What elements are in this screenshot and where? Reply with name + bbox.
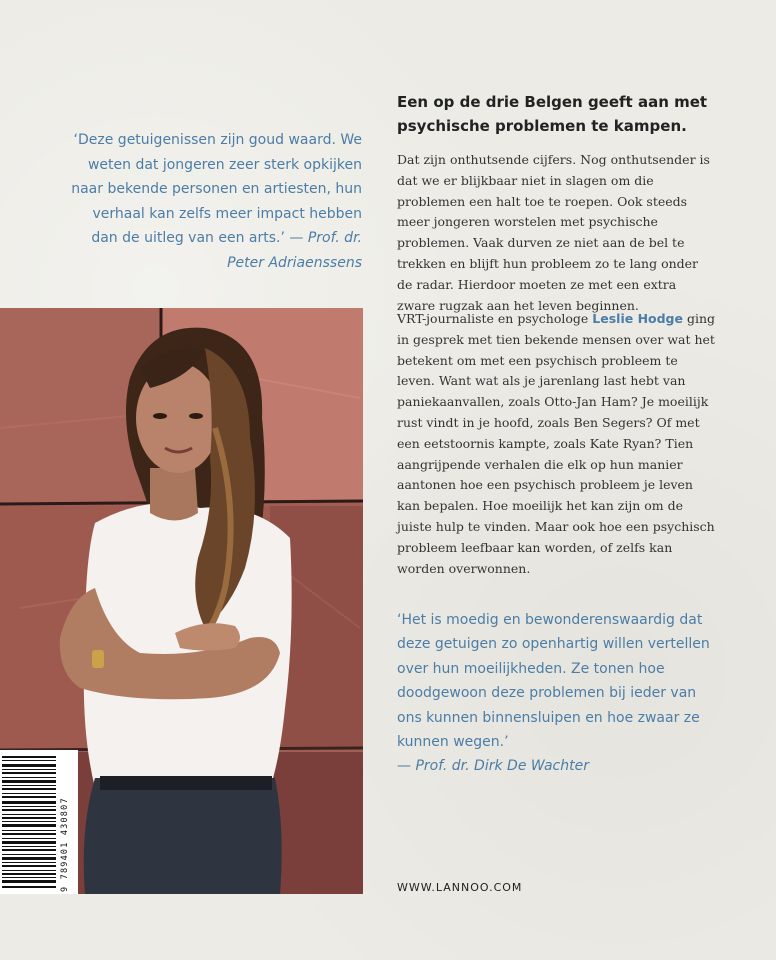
back-cover-quote-bottom	[397, 608, 717, 779]
description-paragraph	[397, 309, 717, 579]
quote-top-text: ‘Deze getuigenissen zijn goud waard. We weten dat jongeren zeer sterk opkijken naar bekende personen en artiesten, hun verhaal kan zelfs meer impact hebben dan de uitleg van een arts.’	[71, 132, 362, 246]
paragraph-2-before: VRT-journaliste en psychologe	[397, 311, 593, 326]
paragraph-2-after: ging in gesprek met tien bekende mensen over wat het betekent om met een psychisch probleem te leven. Want wat als je jarenlang last hebt van paniekaanvallen, zoals Otto-Jan Ham? Je moeilijk rust vindt in je hoofd, zoals Ben Segers? Of met een eetstoornis kampte, zoals Kate Ryan? Tien aangrijpende verhalen die elk op hun manier aantonen hoe een psychisch probleem je leven kan bepalen. Hoe moeilijk het kan zijn om de juiste hulp te vinden. Maar ook hoe een psychisch probleem leefbaar kan worden, of zelfs kan worden overwonnen.	[397, 311, 716, 576]
headline: Een op de drie Belgen geeft aan met psychische problemen te kampen.	[397, 93, 708, 135]
back-cover-quote-top	[62, 128, 362, 275]
quote-top-attribution: — Prof. dr. Peter Adriaenssens	[227, 230, 362, 271]
barcode-number: 9 789401 430807	[60, 797, 70, 892]
publisher-website: WWW.LANNOO.COM	[397, 881, 523, 894]
intro-paragraph: Dat zijn onthutsende cijfers. Nog onthutsender is dat we er blijkbaar niet in slagen om die problemen een halt toe te roepen. Ook steeds meer jongeren worstelen met psychische problemen. Vaak durven ze niet aan de bel te trekken en blijft hun probleem zo te lang onder de radar. Hierdoor moeten ze met een extra zware rugzak aan het leven beginnen.	[397, 152, 710, 313]
quote-bottom-text: ‘Het is moedig en bewonderenswaardig dat deze getuigen zo openhartig willen vertellen over hun moeilijkheden. Ze tonen hoe doodgewoon deze problemen bij ieder van ons kunnen binnensluipen en hoe zwaar ze kunnen wegen.’	[397, 612, 710, 751]
quote-bottom-attribution: — Prof. dr. Dirk De Wachter	[397, 758, 589, 775]
author-name: Leslie Hodge	[592, 311, 683, 326]
